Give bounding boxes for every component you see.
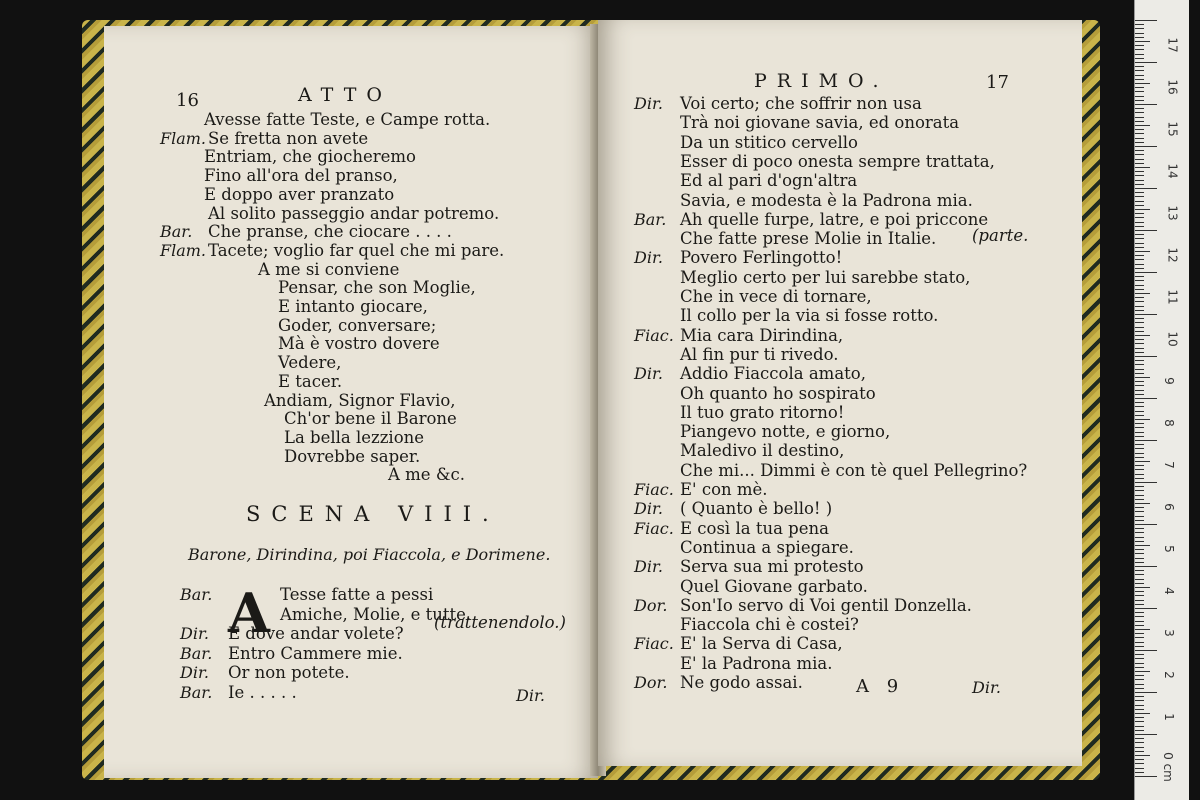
left-page — [104, 26, 598, 778]
measurement-ruler — [1134, 0, 1189, 800]
ruler-tick — [1135, 356, 1157, 357]
ruler-tick — [1135, 587, 1150, 588]
ruler-tick — [1135, 549, 1144, 550]
drop-cap: A — [228, 581, 270, 645]
ruler-tick — [1135, 721, 1144, 722]
ruler-tick — [1135, 268, 1144, 269]
ruler-tick — [1135, 352, 1144, 353]
speaker-label: Fiac. — [634, 634, 674, 654]
ruler-tick — [1135, 675, 1144, 676]
ruler-tick — [1135, 54, 1144, 55]
ruler-tick — [1135, 411, 1144, 412]
left-page-number: 16 — [176, 90, 199, 111]
ruler-tick — [1135, 700, 1144, 701]
ruler-tick — [1135, 684, 1144, 685]
ruler-tick — [1135, 507, 1144, 508]
ruler-number: 4 — [1161, 587, 1176, 595]
speaker-label: Dor. — [634, 673, 668, 692]
verse-line: Mà è vostro dovere — [278, 334, 440, 354]
ruler-tick — [1135, 742, 1144, 743]
ruler-tick — [1135, 633, 1144, 634]
ruler-tick — [1135, 717, 1144, 718]
verse-line: Esser di poco onesta sempre trattata, — [680, 151, 995, 171]
ruler-tick — [1135, 289, 1144, 290]
ruler-tick — [1135, 133, 1144, 134]
ruler-tick — [1135, 360, 1144, 361]
ruler-tick — [1135, 348, 1144, 349]
ruler-tick — [1135, 251, 1150, 252]
ruler-tick — [1135, 369, 1144, 370]
ruler-tick — [1135, 339, 1144, 340]
ruler-tick — [1135, 322, 1144, 323]
ruler-tick — [1135, 629, 1150, 630]
ruler-tick — [1135, 499, 1144, 500]
ruler-number: 8 — [1161, 419, 1176, 427]
ruler-tick — [1135, 654, 1144, 655]
ruler-tick — [1135, 595, 1144, 596]
verse-line: Goder, conversare; — [278, 315, 437, 335]
ruler-tick — [1135, 516, 1144, 517]
verse-line: E così la tua pena — [680, 518, 829, 538]
ruler-tick — [1135, 297, 1144, 298]
ruler-tick — [1135, 310, 1144, 311]
ruler-tick — [1135, 327, 1144, 328]
ruler-tick — [1135, 726, 1144, 727]
ruler-tick — [1135, 646, 1144, 647]
ruler-tick — [1135, 163, 1144, 164]
verse-line: Ne godo assai. — [680, 673, 803, 692]
ruler-tick — [1135, 381, 1144, 382]
verse-line: Avesse fatte Teste, e Campe rotta. — [204, 110, 491, 129]
ruler-tick — [1135, 734, 1157, 735]
ruler-tick — [1135, 96, 1144, 97]
ruler-tick — [1135, 125, 1150, 126]
ruler-tick — [1135, 637, 1144, 638]
verse-line: Che pranse, che ciocare . . . . — [208, 222, 452, 242]
speaker-label: Dir. — [634, 499, 663, 519]
ruler-tick — [1135, 768, 1144, 769]
verse-line: E' la Serva di Casa, — [680, 634, 843, 654]
ruler-tick — [1135, 28, 1144, 29]
verse-line: Vedere, — [278, 353, 342, 373]
ruler-tick — [1135, 83, 1150, 84]
ruler-tick — [1135, 511, 1144, 512]
verse-line: Entriam, che giocheremo — [204, 147, 416, 167]
ruler-unit-label: 0 cm — [1160, 752, 1175, 782]
ruler-tick — [1135, 45, 1144, 46]
ruler-tick — [1135, 217, 1144, 218]
ruler-tick — [1135, 642, 1144, 643]
ruler-tick — [1135, 175, 1144, 176]
verse-line: Al solito passeggio andar potremo. — [208, 203, 500, 223]
ruler-tick — [1135, 230, 1157, 231]
ruler-tick — [1135, 486, 1144, 487]
speaker-label: Flam. — [160, 128, 207, 148]
ruler-tick — [1135, 763, 1144, 764]
ruler-tick — [1135, 238, 1144, 239]
verse-line: Andiam, Signor Flavio, — [264, 390, 456, 410]
ruler-tick — [1135, 285, 1144, 286]
verse-line: Ie . . . . . — [228, 683, 297, 702]
verse-line: Savia, e modesta è la Padrona mia. — [680, 190, 973, 210]
ruler-tick — [1135, 129, 1144, 130]
ruler-tick — [1135, 247, 1144, 248]
ruler-tick — [1135, 318, 1144, 319]
verse-line: Da un stitico cervello — [680, 132, 858, 152]
ruler-tick — [1135, 528, 1144, 529]
ruler-tick — [1135, 730, 1144, 731]
ruler-tick — [1135, 108, 1144, 109]
verse-line: Dovrebbe saper. — [284, 446, 421, 466]
ruler-tick — [1135, 314, 1157, 315]
ruler-number: 6 — [1161, 503, 1176, 511]
ruler-tick — [1135, 406, 1144, 407]
ruler-tick — [1135, 553, 1144, 554]
ruler-tick — [1135, 772, 1144, 773]
verse-line: E intanto giocare, — [278, 297, 428, 316]
verse-line: Tesse fatte a pessi — [280, 585, 434, 604]
verse-line: Il collo per la via si fosse rotto. — [680, 306, 939, 326]
ruler-tick — [1135, 755, 1150, 756]
ruler-tick — [1135, 62, 1157, 63]
ruler-tick — [1135, 667, 1144, 668]
right-catchword: Dir. — [972, 678, 1001, 697]
ruler-number: 16 — [1165, 79, 1180, 95]
ruler-tick — [1135, 121, 1144, 122]
verse-line: E doppo aver pranzato — [204, 184, 395, 204]
ruler-tick — [1135, 276, 1144, 277]
ruler-number: 5 — [1161, 545, 1176, 553]
ruler-tick — [1135, 759, 1144, 760]
ruler-tick — [1135, 604, 1144, 605]
ruler-tick — [1135, 478, 1144, 479]
ruler-tick — [1135, 591, 1144, 592]
right-page-number: 17 — [986, 72, 1009, 93]
ruler-tick — [1135, 377, 1150, 378]
speaker-label: Flam. — [160, 240, 207, 260]
verse-line: Tacete; voglio far quel che mi pare. — [208, 240, 505, 260]
ruler-tick — [1135, 335, 1150, 336]
ruler-tick — [1135, 70, 1144, 71]
ruler-tick — [1135, 621, 1144, 622]
verse-line: Serva sua mi protesto — [680, 557, 864, 577]
ruler-tick — [1135, 419, 1150, 420]
ruler-tick — [1135, 709, 1144, 710]
ruler-tick — [1135, 280, 1144, 281]
ruler-tick — [1135, 436, 1144, 437]
verse-line: Oh quanto ho sospirato — [680, 383, 876, 403]
ruler-number: 15 — [1165, 121, 1180, 137]
ruler-tick — [1135, 385, 1144, 386]
ruler-tick — [1135, 184, 1144, 185]
speaker-label: Fiac. — [634, 325, 674, 345]
ruler-tick — [1135, 541, 1144, 542]
ruler-tick — [1135, 301, 1144, 302]
ruler-tick — [1135, 461, 1150, 462]
verse-line: Son'Io servo di Voi gentil Donzella. — [680, 595, 972, 615]
verse-line: Ed al pari d'ogn'altra — [680, 171, 858, 191]
ruler-tick — [1135, 440, 1157, 441]
ruler-tick — [1135, 201, 1144, 202]
ruler-number: 9 — [1161, 377, 1176, 385]
right-page — [598, 20, 1082, 766]
speaker-label: Fiac. — [634, 480, 674, 499]
ruler-tick — [1135, 482, 1157, 483]
verse-line: ( Quanto è bello! ) — [680, 499, 833, 519]
ruler-tick — [1135, 37, 1144, 38]
ruler-tick — [1135, 112, 1144, 113]
speaker-label: Dir. — [634, 557, 663, 577]
ruler-tick — [1135, 394, 1144, 395]
verse-line: Mia cara Dirindina, — [680, 325, 844, 345]
ruler-tick — [1135, 679, 1144, 680]
ruler-tick — [1135, 41, 1150, 42]
verse-line: Che mi... Dimmi è con tè quel Pellegrino? — [680, 460, 1028, 480]
ruler-tick — [1135, 658, 1144, 659]
verse-line: A me si conviene — [258, 259, 400, 279]
verse-line: Se fretta non avete — [208, 128, 369, 148]
speaker-label: Dir. — [180, 624, 209, 644]
ruler-tick — [1135, 616, 1144, 617]
verse-line: Entro Cammere mie. — [228, 643, 403, 663]
ruler-tick — [1135, 713, 1150, 714]
ruler-tick — [1135, 457, 1144, 458]
ruler-tick — [1135, 738, 1144, 739]
ruler-tick — [1135, 146, 1157, 147]
verse-line: Ch'or bene il Barone — [284, 409, 457, 429]
signature-mark: A 9 — [856, 676, 905, 697]
verse-line: Povero Ferlingotto! — [680, 248, 843, 268]
ruler-tick — [1135, 306, 1144, 307]
ruler-tick — [1135, 524, 1157, 525]
speaker-label: Fiac. — [634, 518, 674, 538]
verse-line: E' con mè. — [680, 480, 768, 499]
ruler-tick — [1135, 259, 1144, 260]
ruler-tick — [1135, 751, 1144, 752]
ruler-tick — [1135, 402, 1144, 403]
speaker-label: Dir. — [180, 663, 209, 683]
ruler-tick — [1135, 87, 1144, 88]
ruler-tick — [1135, 495, 1144, 496]
ruler-tick — [1135, 432, 1144, 433]
ruler-tick — [1135, 205, 1144, 206]
right-stage-direction: (parte. — [972, 226, 1029, 245]
speaker-label: Dir. — [634, 94, 663, 113]
verse-line: E tacer. — [278, 371, 343, 391]
ruler-tick — [1135, 58, 1144, 59]
ruler-tick — [1135, 138, 1144, 139]
ruler-tick — [1135, 600, 1144, 601]
ruler-tick — [1135, 570, 1144, 571]
speaker-label: Bar. — [180, 643, 213, 663]
ruler-tick — [1135, 75, 1144, 76]
ruler-tick — [1135, 117, 1144, 118]
ruler-tick — [1135, 423, 1144, 424]
ruler-tick — [1135, 663, 1144, 664]
verse-line: E dove andar volete? — [228, 624, 404, 644]
ruler-tick — [1135, 776, 1157, 777]
ruler-tick — [1135, 448, 1144, 449]
ruler-tick — [1135, 427, 1144, 428]
verse-line: Continua a spiegare. — [680, 537, 854, 557]
ruler-tick — [1135, 650, 1157, 651]
ruler-number: 3 — [1161, 629, 1176, 637]
ruler-tick — [1135, 490, 1144, 491]
verse-line: E' la Padrona mia. — [680, 653, 833, 673]
verse-line: La bella lezzione — [284, 427, 425, 447]
verse-line: Addio Fiaccola amato, — [680, 364, 866, 384]
ruler-tick — [1135, 167, 1150, 168]
ruler-tick — [1135, 91, 1144, 92]
ruler-tick — [1135, 255, 1144, 256]
ruler-tick — [1135, 474, 1144, 475]
ruler-tick — [1135, 373, 1144, 374]
ruler-tick — [1135, 142, 1144, 143]
ruler-tick — [1135, 566, 1157, 567]
ruler-tick — [1135, 545, 1150, 546]
ruler-number: 17 — [1165, 37, 1180, 53]
ruler-tick — [1135, 150, 1144, 151]
verse-line: Or non potete. — [228, 663, 350, 683]
ruler-tick — [1135, 331, 1144, 332]
speaker-label: Dir. — [634, 248, 663, 268]
ruler-tick — [1135, 272, 1157, 273]
ruler-tick — [1135, 180, 1144, 181]
speaker-label: Bar. — [180, 585, 213, 604]
ruler-tick — [1135, 747, 1144, 748]
ruler-tick — [1135, 444, 1144, 445]
ruler-tick — [1135, 558, 1144, 559]
ruler-tick — [1135, 234, 1144, 235]
ruler-tick — [1135, 574, 1144, 575]
ruler-number: 1 — [1161, 713, 1176, 721]
ruler-tick — [1135, 222, 1144, 223]
ruler-tick — [1135, 520, 1144, 521]
ruler-tick — [1135, 692, 1157, 693]
left-running-head: ATTO — [298, 84, 392, 106]
ruler-tick — [1135, 79, 1144, 80]
ruler-number: 12 — [1165, 247, 1180, 263]
speaker-label: Bar. — [160, 222, 193, 242]
verse-line: Piangevo notte, e giorno, — [680, 422, 891, 442]
verse-line: Quel Giovane garbato. — [680, 576, 868, 596]
verse-line: Pensar, che son Moglie, — [278, 278, 476, 298]
ruler-tick — [1135, 537, 1144, 538]
verse-line: A me &c. — [388, 465, 465, 485]
ruler-tick — [1135, 608, 1157, 609]
verse-line: Che fatte prese Molie in Italie. — [680, 229, 937, 249]
verse-line: Ah quelle furpe, latre, e poi priccone — [680, 209, 989, 229]
ruler-tick — [1135, 390, 1144, 391]
ruler-tick — [1135, 66, 1144, 67]
verse-line: Amiche, Molie, e tutte. — [280, 604, 472, 624]
ruler-tick — [1135, 293, 1150, 294]
ruler-tick — [1135, 583, 1144, 584]
ruler-number: 13 — [1165, 205, 1180, 221]
ruler-tick — [1135, 49, 1144, 50]
scene-title: SCENA VIII. — [246, 502, 500, 526]
left-catchword: Dir. — [516, 686, 545, 705]
verse-line: Al fin pur ti rivedo. — [680, 344, 839, 364]
ruler-tick — [1135, 671, 1150, 672]
ruler-number: 10 — [1165, 331, 1180, 347]
ruler-tick — [1135, 625, 1144, 626]
ruler-tick — [1135, 579, 1144, 580]
ruler-tick — [1135, 503, 1150, 504]
ruler-tick — [1135, 364, 1144, 365]
ruler-tick — [1135, 226, 1144, 227]
ruler-tick — [1135, 469, 1144, 470]
ruler-tick — [1135, 562, 1144, 563]
ruler-tick — [1135, 154, 1144, 155]
ruler-number: 14 — [1165, 163, 1180, 179]
verse-line: Meglio certo per lui sarebbe stato, — [680, 267, 971, 287]
ruler-tick — [1135, 213, 1144, 214]
ruler-tick — [1135, 343, 1144, 344]
speaker-label: Bar. — [634, 209, 667, 229]
ruler-tick — [1135, 24, 1144, 25]
speaker-label: Dor. — [634, 595, 668, 615]
ruler-number: 11 — [1165, 289, 1180, 305]
verse-line: Trà noi giovane savia, ed onorata — [680, 113, 960, 133]
ruler-tick — [1135, 532, 1144, 533]
left-stage-direction: (trattenendolo.) — [434, 613, 566, 632]
verse-line: Che in vece di tornare, — [680, 287, 872, 306]
ruler-tick — [1135, 243, 1144, 244]
scene-cast-line: Barone, Dirindina, poi Fiaccola, e Dorimene. — [188, 545, 551, 564]
ruler-tick — [1135, 696, 1144, 697]
ruler-tick — [1135, 688, 1144, 689]
speaker-label: Dir. — [634, 364, 663, 384]
right-running-head: PRIMO. — [754, 70, 889, 92]
ruler-tick — [1135, 192, 1144, 193]
ruler-number: 2 — [1161, 671, 1176, 679]
ruler-tick — [1135, 100, 1144, 101]
ruler-tick — [1135, 188, 1157, 189]
ruler-tick — [1135, 453, 1144, 454]
ruler-tick — [1135, 415, 1144, 416]
ruler-tick — [1135, 104, 1157, 105]
ruler-tick — [1135, 171, 1144, 172]
ruler-number: 7 — [1161, 461, 1176, 469]
ruler-tick — [1135, 33, 1144, 34]
verse-line: Fiaccola chi è costei? — [680, 615, 859, 635]
ruler-tick — [1135, 20, 1157, 21]
ruler-tick — [1135, 398, 1157, 399]
verse-line: Il tuo grato ritorno! — [680, 402, 845, 422]
ruler-tick — [1135, 612, 1144, 613]
ruler-tick — [1135, 705, 1144, 706]
ruler-tick — [1135, 264, 1144, 265]
ruler-tick — [1135, 159, 1144, 160]
ruler-tick — [1135, 209, 1150, 210]
speaker-label: Bar. — [180, 683, 213, 702]
ruler-tick — [1135, 465, 1144, 466]
verse-line: Fino all'ora del pranso, — [204, 166, 398, 186]
verse-line: Maledivo il destino, — [680, 441, 845, 461]
ruler-tick — [1135, 196, 1144, 197]
verse-line: Voi certo; che soffrir non usa — [680, 94, 922, 113]
